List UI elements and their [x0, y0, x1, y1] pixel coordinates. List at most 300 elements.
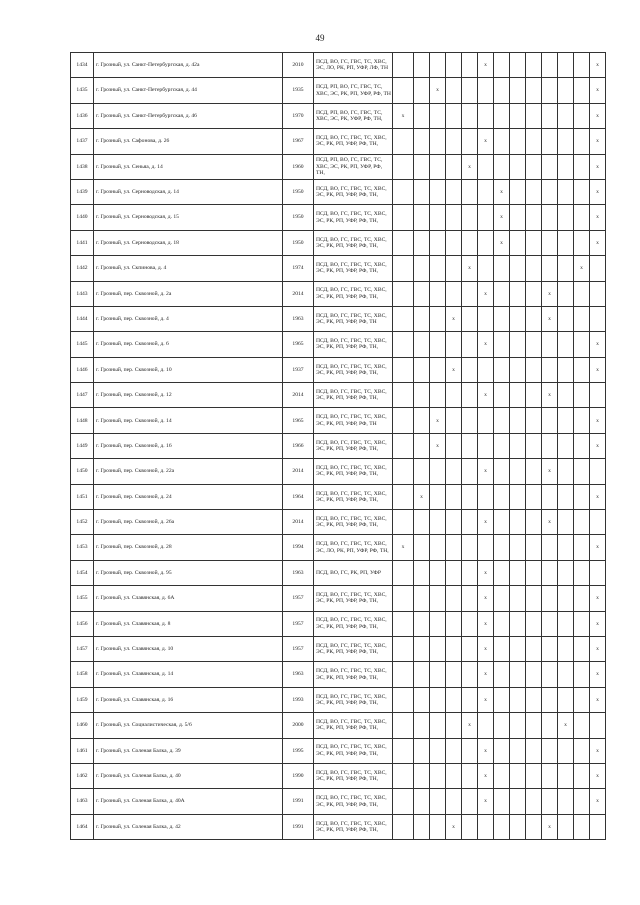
- year-cell: 1963: [283, 306, 314, 331]
- mark-cell: [542, 408, 558, 433]
- row-number-cell: 1443: [71, 281, 94, 306]
- mark-cell: [446, 789, 462, 814]
- x-mark: x: [590, 129, 606, 154]
- mark-cell: [446, 611, 462, 636]
- table-row: [71, 713, 606, 738]
- address-cell: г. Грозный, пер. Сквозной, д. 16: [94, 433, 283, 458]
- mark-cell: [510, 53, 526, 78]
- mark-cell: [510, 510, 526, 535]
- mark-cell: [542, 636, 558, 661]
- x-mark: x: [478, 383, 494, 408]
- mark-cell: [510, 484, 526, 509]
- x-mark: x: [430, 78, 446, 103]
- mark-cell: [462, 484, 478, 509]
- mark-cell: [510, 154, 526, 179]
- table-row: [71, 129, 606, 154]
- mark-cell: [430, 103, 446, 128]
- year-cell: 2014: [283, 383, 314, 408]
- x-mark: x: [574, 256, 590, 281]
- mark-cell: [494, 814, 510, 839]
- mark-cell: [446, 535, 462, 560]
- mark-cell: [542, 357, 558, 382]
- mark-cell: [478, 814, 494, 839]
- mark-cell: [414, 560, 430, 585]
- table-row: [71, 586, 606, 611]
- table-row: [71, 535, 606, 560]
- works-list-cell: ПСД, ВО, ГС, ГВС, ТС, ХВС, ЭС, РК, РП, УФР, РФ, ТН,: [314, 662, 393, 687]
- mark-cell: [526, 662, 542, 687]
- mark-cell: [574, 763, 590, 788]
- mark-cell: [526, 154, 542, 179]
- table-row: [71, 789, 606, 814]
- x-mark: x: [478, 738, 494, 763]
- address-cell: г. Грозный, ул. Соленая Балка, д. 42: [94, 814, 283, 839]
- mark-cell: [558, 205, 574, 230]
- mark-cell: [462, 789, 478, 814]
- year-cell: 1963: [283, 560, 314, 585]
- address-cell: г. Грозный, пер. Сквозной, д. 14: [94, 408, 283, 433]
- mark-cell: [462, 433, 478, 458]
- mark-cell: [574, 281, 590, 306]
- x-mark: x: [478, 789, 494, 814]
- mark-cell: [393, 129, 414, 154]
- row-number-cell: 1451: [71, 484, 94, 509]
- mark-cell: [430, 636, 446, 661]
- mark-cell: [526, 459, 542, 484]
- mark-cell: [558, 179, 574, 204]
- year-cell: 2014: [283, 459, 314, 484]
- mark-cell: [558, 763, 574, 788]
- mark-cell: [574, 306, 590, 331]
- mark-cell: [446, 179, 462, 204]
- mark-cell: [430, 510, 446, 535]
- x-mark: x: [430, 408, 446, 433]
- table-row: [71, 814, 606, 839]
- mark-cell: [542, 256, 558, 281]
- mark-cell: [462, 763, 478, 788]
- row-number-cell: 1444: [71, 306, 94, 331]
- mark-cell: [526, 129, 542, 154]
- mark-cell: [393, 53, 414, 78]
- works-list-cell: ПСД, ВО, ГС, ГВС, ТС, ХВС, ЭС, РК, РП, УФР, РФ, ТН,: [314, 814, 393, 839]
- mark-cell: [542, 129, 558, 154]
- x-mark: x: [494, 179, 510, 204]
- works-list-cell: ПСД, РП, ВО, ГС, ГВС, ТС, ХВС, ЭС, РК, РП, УФР, РФ, ТН: [314, 78, 393, 103]
- mark-cell: [462, 586, 478, 611]
- year-cell: 1995: [283, 738, 314, 763]
- x-mark: x: [590, 357, 606, 382]
- mark-cell: [414, 687, 430, 712]
- mark-cell: [462, 560, 478, 585]
- x-mark: x: [478, 459, 494, 484]
- x-mark: x: [590, 332, 606, 357]
- address-cell: г. Грозный, ул. Славянская, д. 14: [94, 662, 283, 687]
- works-list-cell: ПСД, ВО, ГС, ГВС, ТС, ХВС, ЭС, РК, РП, УФР, РФ, ТН,: [314, 230, 393, 255]
- table-row: [71, 636, 606, 661]
- mark-cell: [393, 763, 414, 788]
- mark-cell: [526, 433, 542, 458]
- mark-cell: [526, 713, 542, 738]
- mark-cell: [393, 636, 414, 661]
- mark-cell: [462, 738, 478, 763]
- x-mark: x: [590, 789, 606, 814]
- works-list-cell: ПСД, ВО, ГС, ГВС, ТС, ХВС, ЭС, РК, РП, УФР, РФ, ТН,: [314, 459, 393, 484]
- address-cell: г. Грозный, пер. Сквозной, д. 12: [94, 383, 283, 408]
- mark-cell: [430, 713, 446, 738]
- x-mark: x: [590, 763, 606, 788]
- mark-cell: [526, 814, 542, 839]
- mark-cell: [526, 535, 542, 560]
- mark-cell: [574, 383, 590, 408]
- row-number-cell: 1453: [71, 535, 94, 560]
- mark-cell: [526, 560, 542, 585]
- x-mark: x: [393, 103, 414, 128]
- year-cell: 1965: [283, 408, 314, 433]
- mark-cell: [462, 687, 478, 712]
- mark-cell: [574, 179, 590, 204]
- mark-cell: [510, 789, 526, 814]
- mark-cell: [393, 560, 414, 585]
- mark-cell: [430, 611, 446, 636]
- mark-cell: [430, 205, 446, 230]
- year-cell: 1957: [283, 586, 314, 611]
- mark-cell: [494, 332, 510, 357]
- mark-cell: [414, 433, 430, 458]
- works-list-cell: ПСД, ВО, ГС, ГВС, ТС, ХВС, ЭС, РК, РП, УФР, РФ, ТН,: [314, 687, 393, 712]
- mark-cell: [526, 306, 542, 331]
- mark-cell: [558, 306, 574, 331]
- mark-cell: [462, 103, 478, 128]
- mark-cell: [542, 78, 558, 103]
- mark-cell: [542, 687, 558, 712]
- mark-cell: [526, 78, 542, 103]
- mark-cell: [462, 53, 478, 78]
- mark-cell: [510, 814, 526, 839]
- year-cell: 1974: [283, 256, 314, 281]
- address-cell: г. Грозный, ул. Сеньяа, д. 14: [94, 154, 283, 179]
- mark-cell: [478, 535, 494, 560]
- mark-cell: [494, 357, 510, 382]
- mark-cell: [558, 154, 574, 179]
- x-mark: x: [542, 281, 558, 306]
- mark-cell: [558, 357, 574, 382]
- works-list-cell: ПСД, ВО, ГС, ГВС, ТС, ХВС, ЭС, РК, РП, УФР, РФ, ТН,: [314, 256, 393, 281]
- x-mark: x: [590, 179, 606, 204]
- mark-cell: [462, 205, 478, 230]
- mark-cell: [510, 357, 526, 382]
- mark-cell: [430, 179, 446, 204]
- mark-cell: [542, 154, 558, 179]
- mark-cell: [446, 383, 462, 408]
- mark-cell: [558, 789, 574, 814]
- mark-cell: [558, 636, 574, 661]
- row-number-cell: 1445: [71, 332, 94, 357]
- x-mark: x: [478, 53, 494, 78]
- mark-cell: [526, 103, 542, 128]
- works-list-cell: ПСД, ВО, ГС, ГВС, ТС, ХВС, ЭС, РК, РП, УФР, РФ, ТН: [314, 408, 393, 433]
- table-row: [71, 433, 606, 458]
- mark-cell: [446, 484, 462, 509]
- mark-cell: [430, 306, 446, 331]
- row-number-cell: 1436: [71, 103, 94, 128]
- mark-cell: [430, 53, 446, 78]
- mark-cell: [558, 586, 574, 611]
- mark-cell: [510, 687, 526, 712]
- works-list-cell: ПСД, ВО, ГС, ГВС, ТС, ХВС, ЭС, РК, РП, УФР, РФ, ТН,: [314, 433, 393, 458]
- mark-cell: [494, 256, 510, 281]
- year-cell: 1990: [283, 763, 314, 788]
- year-cell: 1950: [283, 230, 314, 255]
- mark-cell: [510, 332, 526, 357]
- mark-cell: [558, 78, 574, 103]
- mark-cell: [510, 738, 526, 763]
- works-list-cell: ПСД, ВО, ГС, ГВС, ТС, ХВС, ЭС, РК, РП, УФР, РФ, ТН,: [314, 611, 393, 636]
- mark-cell: [526, 332, 542, 357]
- mark-cell: [430, 535, 446, 560]
- mark-cell: [393, 814, 414, 839]
- mark-cell: [542, 738, 558, 763]
- mark-cell: [526, 611, 542, 636]
- mark-cell: [558, 459, 574, 484]
- mark-cell: [414, 256, 430, 281]
- mark-cell: [462, 383, 478, 408]
- x-mark: x: [590, 53, 606, 78]
- mark-cell: [574, 662, 590, 687]
- table-row: [71, 256, 606, 281]
- mark-cell: [414, 103, 430, 128]
- mark-cell: [414, 78, 430, 103]
- mark-cell: [414, 205, 430, 230]
- table-row: [71, 560, 606, 585]
- mark-cell: [542, 713, 558, 738]
- address-cell: г. Грозный, пер. Сквозной, д. 6: [94, 332, 283, 357]
- works-list-cell: ПСД, ВО, ГС, ГВС, ТС, ХВС, ЭС, РК, РП, УФР, РФ, ТН,: [314, 332, 393, 357]
- mark-cell: [393, 484, 414, 509]
- row-number-cell: 1462: [71, 763, 94, 788]
- works-list-cell: ПСД, ВО, ГС, ГВС, ТС, ХВС, ЭС, РК, РП, УФР, РФ, ТН,: [314, 510, 393, 535]
- mark-cell: [393, 586, 414, 611]
- mark-cell: [446, 662, 462, 687]
- mark-cell: [590, 256, 606, 281]
- mark-cell: [478, 408, 494, 433]
- mark-cell: [414, 129, 430, 154]
- mark-cell: [494, 129, 510, 154]
- x-mark: x: [590, 535, 606, 560]
- x-mark: x: [590, 484, 606, 509]
- mark-cell: [574, 484, 590, 509]
- table-row: [71, 738, 606, 763]
- mark-cell: [478, 230, 494, 255]
- mark-cell: [574, 205, 590, 230]
- row-number-cell: 1460: [71, 713, 94, 738]
- address-cell: г. Грозный, ул. Славянская, д. 6А: [94, 586, 283, 611]
- mark-cell: [446, 687, 462, 712]
- mark-cell: [414, 510, 430, 535]
- table-row: [71, 383, 606, 408]
- address-cell: г. Грозный, ул. Серноводская, д. 14: [94, 179, 283, 204]
- x-mark: x: [590, 154, 606, 179]
- x-mark: x: [494, 230, 510, 255]
- row-number-cell: 1447: [71, 383, 94, 408]
- table-row: [71, 230, 606, 255]
- mark-cell: [393, 687, 414, 712]
- x-mark: x: [446, 814, 462, 839]
- mark-cell: [446, 636, 462, 661]
- address-cell: г. Грозный, ул. Социалистическая, д. 5/6: [94, 713, 283, 738]
- works-list-cell: ПСД, ВО, ГС, ГВС, ТС, ХВС, ЭС, РК, РП, УФР, РФ, ТН,: [314, 789, 393, 814]
- row-number-cell: 1459: [71, 687, 94, 712]
- mark-cell: [510, 129, 526, 154]
- table-row: [71, 408, 606, 433]
- mark-cell: [393, 789, 414, 814]
- row-number-cell: 1448: [71, 408, 94, 433]
- mark-cell: [574, 713, 590, 738]
- mark-cell: [430, 230, 446, 255]
- address-cell: г. Грозный, пер. Сквозной, д. 26а: [94, 510, 283, 535]
- works-list-cell: ПСД, ВО, ГС, ГВС, ТС, ХВС, ЭС, РК, РП, УФР, РФ, ТН,: [314, 179, 393, 204]
- x-mark: x: [478, 332, 494, 357]
- works-list-cell: ПСД, ВО, ГС, ГВС, ТС, ХВС, ЭС, РК, РП, УФР, РФ, ТН,: [314, 586, 393, 611]
- mark-cell: [478, 713, 494, 738]
- mark-cell: [414, 154, 430, 179]
- year-cell: 1970: [283, 103, 314, 128]
- mark-cell: [494, 738, 510, 763]
- mark-cell: [494, 484, 510, 509]
- year-cell: 1950: [283, 179, 314, 204]
- mark-cell: [393, 205, 414, 230]
- mark-cell: [446, 713, 462, 738]
- mark-cell: [462, 357, 478, 382]
- mark-cell: [462, 662, 478, 687]
- x-mark: x: [446, 357, 462, 382]
- row-number-cell: 1457: [71, 636, 94, 661]
- mark-cell: [526, 256, 542, 281]
- year-cell: 1967: [283, 129, 314, 154]
- mark-cell: [574, 586, 590, 611]
- mark-cell: [510, 281, 526, 306]
- mark-cell: [478, 357, 494, 382]
- mark-cell: [446, 332, 462, 357]
- mark-cell: [430, 687, 446, 712]
- year-cell: 1950: [283, 205, 314, 230]
- mark-cell: [510, 611, 526, 636]
- x-mark: x: [590, 662, 606, 687]
- mark-cell: [430, 814, 446, 839]
- works-list-cell: ПСД, ВО, ГС, ГВС, ТС, ХВС, ЭС, РК, РП, УФР, РФ, ТН,: [314, 636, 393, 661]
- x-mark: x: [590, 230, 606, 255]
- works-list-cell: ПСД, РП, ВО, ГС, ГВС, ТС, ХВС, ЭС, РК, РП, УФР, РФ, ТН,: [314, 154, 393, 179]
- mark-cell: [430, 129, 446, 154]
- mark-cell: [494, 78, 510, 103]
- year-cell: 1966: [283, 433, 314, 458]
- mark-cell: [478, 179, 494, 204]
- x-mark: x: [494, 205, 510, 230]
- x-mark: x: [590, 103, 606, 128]
- mark-cell: [510, 408, 526, 433]
- mark-cell: [526, 383, 542, 408]
- x-mark: x: [478, 662, 494, 687]
- address-cell: г. Грозный, пер. Сквозной, д. 10: [94, 357, 283, 382]
- mark-cell: [393, 281, 414, 306]
- mark-cell: [542, 662, 558, 687]
- address-cell: г. Грозный, ул. Славянская, д. 8: [94, 611, 283, 636]
- x-mark: x: [478, 586, 494, 611]
- table-body: [71, 53, 606, 840]
- x-mark: x: [542, 383, 558, 408]
- x-mark: x: [446, 306, 462, 331]
- works-list-cell: ПСД, ВО, ГС, ГВС, ТС, ХВС, ЭС, РК, РП, УФР, РФ, ТН,: [314, 763, 393, 788]
- table-row: [71, 154, 606, 179]
- mark-cell: [574, 459, 590, 484]
- x-mark: x: [590, 611, 606, 636]
- mark-cell: [462, 459, 478, 484]
- mark-cell: [558, 687, 574, 712]
- mark-cell: [414, 814, 430, 839]
- x-mark: x: [478, 687, 494, 712]
- mark-cell: [494, 510, 510, 535]
- row-number-cell: 1458: [71, 662, 94, 687]
- mark-cell: [542, 230, 558, 255]
- mark-cell: [446, 459, 462, 484]
- address-cell: г. Грозный, пер. Сквозной, д. 22а: [94, 459, 283, 484]
- x-mark: x: [478, 129, 494, 154]
- mark-cell: [462, 129, 478, 154]
- mark-cell: [510, 763, 526, 788]
- row-number-cell: 1446: [71, 357, 94, 382]
- mark-cell: [393, 738, 414, 763]
- mark-cell: [414, 383, 430, 408]
- mark-cell: [510, 78, 526, 103]
- mark-cell: [393, 256, 414, 281]
- year-cell: 1960: [283, 154, 314, 179]
- row-number-cell: 1434: [71, 53, 94, 78]
- year-cell: 1993: [283, 687, 314, 712]
- year-cell: 1957: [283, 636, 314, 661]
- mark-cell: [446, 53, 462, 78]
- mark-cell: [430, 154, 446, 179]
- works-list-cell: ПСД, ВО, ГС, ГВС, ТС, ХВС, ЭС, РК, РП, УФР, РФ, ТН: [314, 306, 393, 331]
- mark-cell: [574, 408, 590, 433]
- mark-cell: [542, 179, 558, 204]
- mark-cell: [462, 814, 478, 839]
- table-row: [71, 459, 606, 484]
- mark-cell: [393, 459, 414, 484]
- x-mark: x: [590, 738, 606, 763]
- mark-cell: [510, 713, 526, 738]
- mark-cell: [558, 433, 574, 458]
- x-mark: x: [542, 459, 558, 484]
- mark-cell: [430, 357, 446, 382]
- x-mark: x: [462, 713, 478, 738]
- mark-cell: [558, 53, 574, 78]
- x-mark: x: [590, 408, 606, 433]
- mark-cell: [590, 383, 606, 408]
- mark-cell: [574, 738, 590, 763]
- mark-cell: [494, 763, 510, 788]
- row-number-cell: 1450: [71, 459, 94, 484]
- mark-cell: [510, 230, 526, 255]
- mark-cell: [510, 636, 526, 661]
- mark-cell: [462, 230, 478, 255]
- mark-cell: [478, 484, 494, 509]
- mark-cell: [393, 662, 414, 687]
- mark-cell: [510, 103, 526, 128]
- table-row: [71, 687, 606, 712]
- address-cell: г. Грозный, пер. Сквозной, д. 2а: [94, 281, 283, 306]
- mark-cell: [393, 510, 414, 535]
- x-mark: x: [478, 636, 494, 661]
- address-cell: г. Грозный, пер. Сквозной, д. 95: [94, 560, 283, 585]
